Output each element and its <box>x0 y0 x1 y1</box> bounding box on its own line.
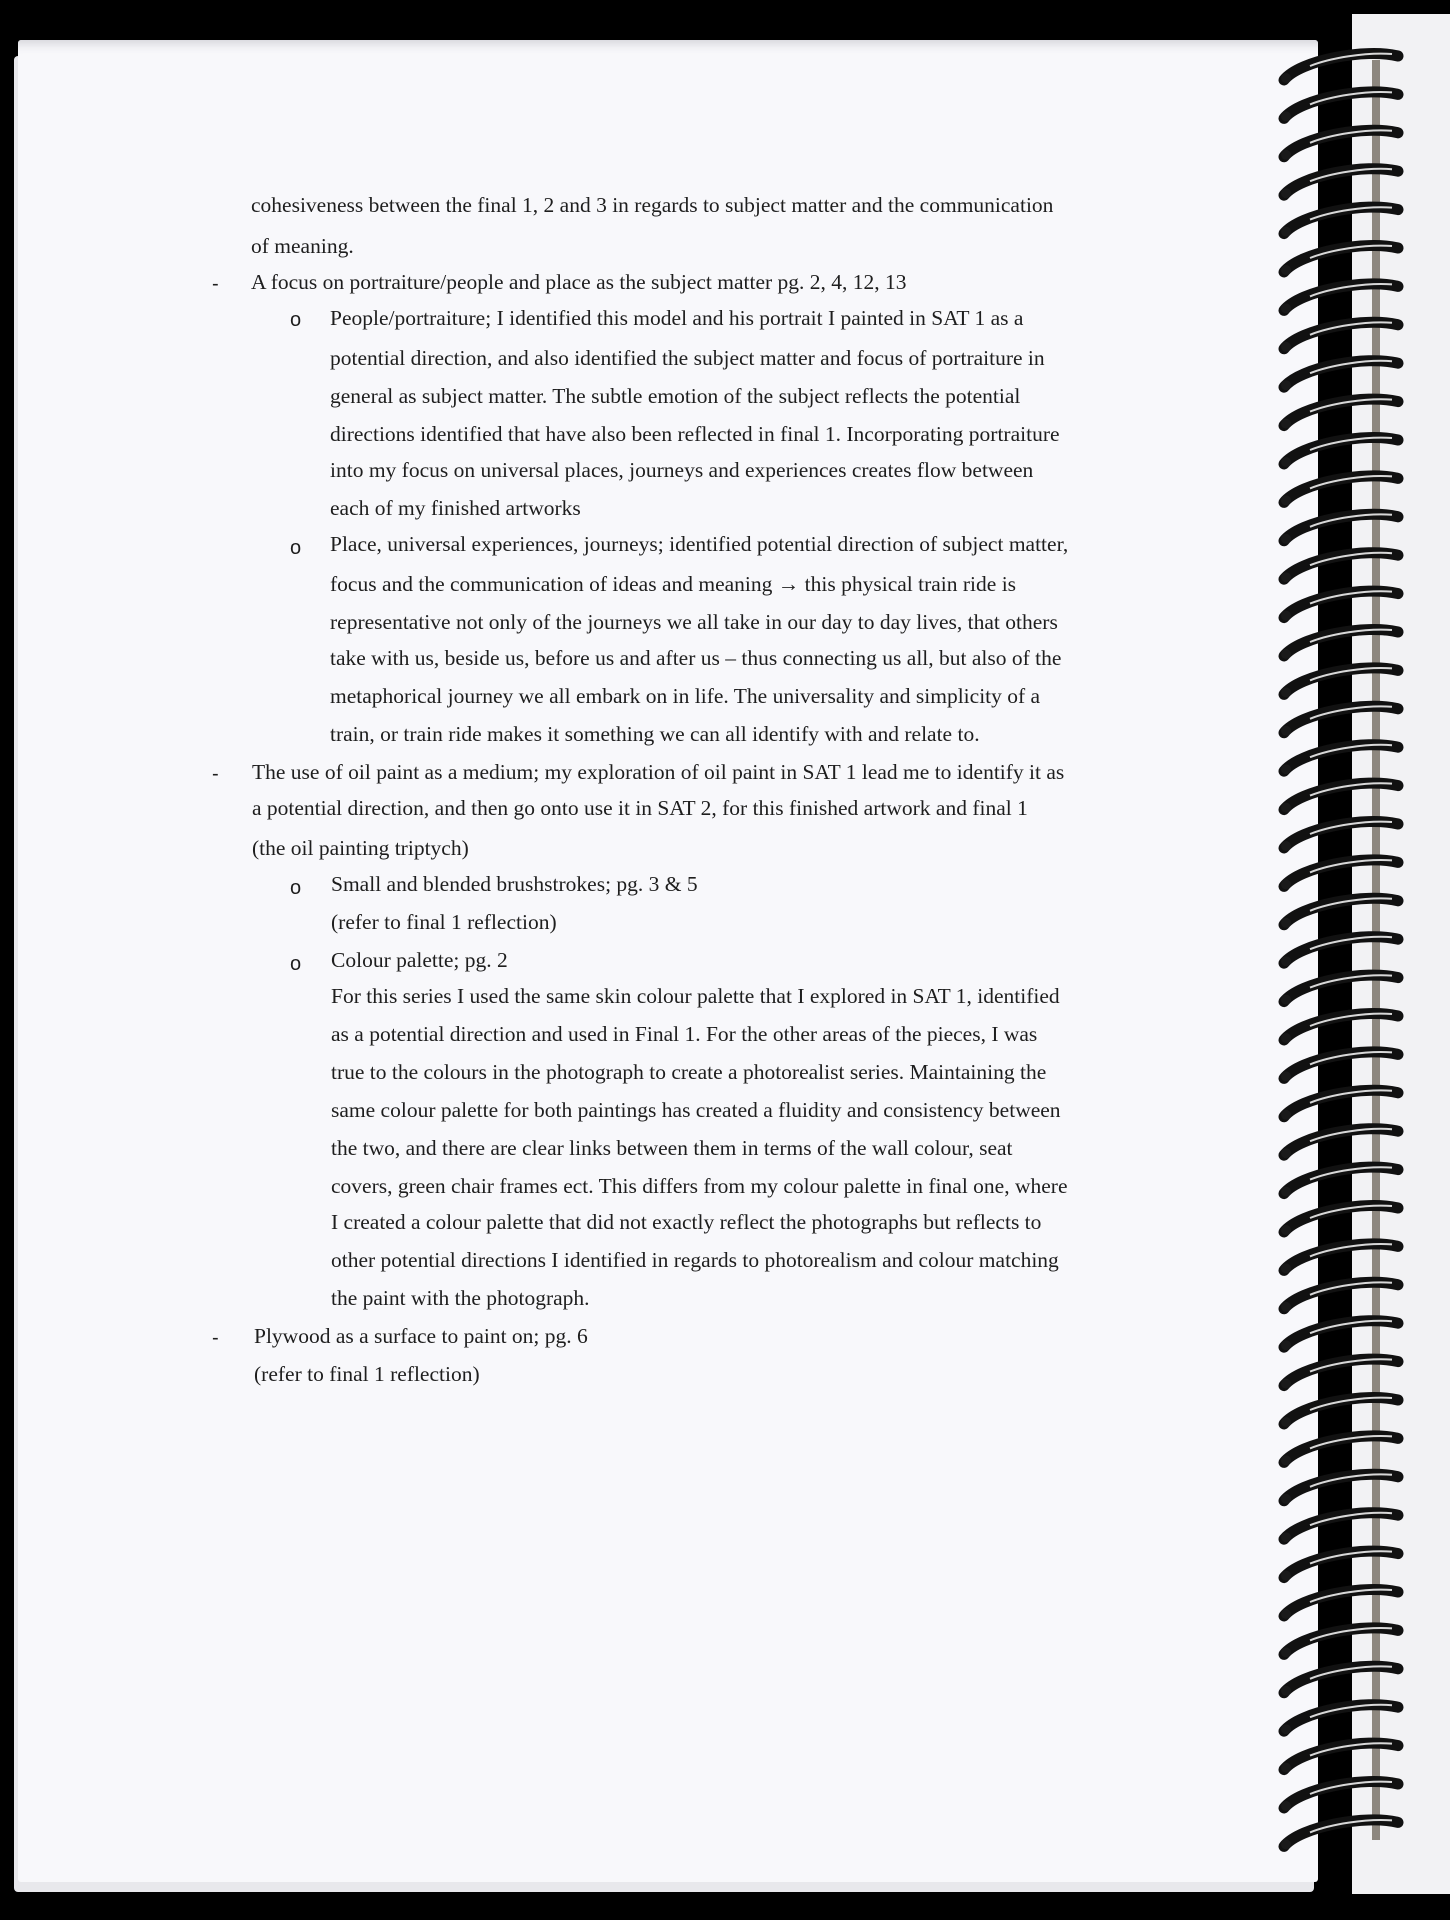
circle-bullet: o <box>290 877 302 899</box>
dash-bullet: - <box>212 273 219 295</box>
circle-bullet: o <box>290 309 302 331</box>
text-line: of meaning. <box>251 234 354 258</box>
text-line: the two, and there are clear links between them in terms of the wall colour, seat <box>331 1136 1013 1160</box>
text-line: Small and blended brushstrokes; pg. 3 & 5 <box>331 872 698 896</box>
dash-bullet: - <box>212 763 219 785</box>
text-line: I created a colour palette that did not exactly reflect the photographs but reflects to <box>331 1210 1042 1234</box>
text-line: (refer to final 1 reflection) <box>331 910 557 934</box>
text-line: (refer to final 1 reflection) <box>254 1362 480 1386</box>
circle-bullet: o <box>290 953 302 975</box>
text-line: Colour palette; pg. 2 <box>331 948 508 972</box>
text-line: (the oil painting triptych) <box>252 836 469 860</box>
text-line: focus and the communication of ideas and meaning → this physical train ride is <box>330 572 1017 596</box>
text-line: into my focus on universal places, journeys and experiences creates flow between <box>330 458 1034 482</box>
text-line: same colour palette for both paintings has created a fluidity and consistency between <box>331 1098 1061 1122</box>
text-line: representative not only of the journeys we all take in our day to day lives, that others <box>330 610 1058 634</box>
text-line: other potential directions I identified in regards to photorealism and colour matching <box>331 1248 1059 1272</box>
text-line: metaphorical journey we all embark on in life. The universality and simplicity of a <box>330 684 1041 708</box>
text-line: A focus on portraiture/people and place as the subject matter pg. 2, 4, 12, 13 <box>251 270 907 294</box>
text-line: cohesiveness between the final 1, 2 and 3 in regards to subject matter and the communication <box>251 193 1054 217</box>
text-line: the paint with the photograph. <box>331 1286 590 1310</box>
text-line: take with us, beside us, before us and after us – thus connecting us all, but also of the <box>330 646 1062 670</box>
text-line: general as subject matter. The subtle emotion of the subject reflects the potential <box>330 384 1021 408</box>
text-line: true to the colours in the photograph to create a photorealist series. Maintaining the <box>331 1060 1047 1084</box>
text-line: Plywood as a surface to paint on; pg. 6 <box>254 1324 588 1348</box>
circle-bullet: o <box>290 537 302 559</box>
text-line: People/portraiture; I identified this model and his portrait I painted in SAT 1 as a <box>330 306 1024 330</box>
text-line: as a potential direction and used in Final 1. For the other areas of the pieces, I was <box>331 1022 1038 1046</box>
text-line: Place, universal experiences, journeys; identified potential direction of subject matter, <box>330 532 1069 556</box>
text-line: For this series I used the same skin colour palette that I explored in SAT 1, identified <box>331 984 1060 1008</box>
text-line: potential direction, and also identified the subject matter and focus of portraiture in <box>330 346 1045 370</box>
dash-bullet: - <box>212 1327 219 1349</box>
text-line: a potential direction, and then go onto use it in SAT 2, for this finished artwork and final 1 <box>252 796 1028 820</box>
text-line: directions identified that have also been reflected in final 1. Incorporating portraiture <box>330 422 1060 446</box>
text-line: The use of oil paint as a medium; my exploration of oil paint in SAT 1 lead me to identify it as <box>252 760 1065 784</box>
text-line: covers, green chair frames ect. This differs from my colour palette in final one, where <box>331 1174 1068 1198</box>
text-line: each of my finished artworks <box>330 496 581 520</box>
text-line: train, or train ride makes it something we can all identify with and relate to. <box>330 722 980 746</box>
